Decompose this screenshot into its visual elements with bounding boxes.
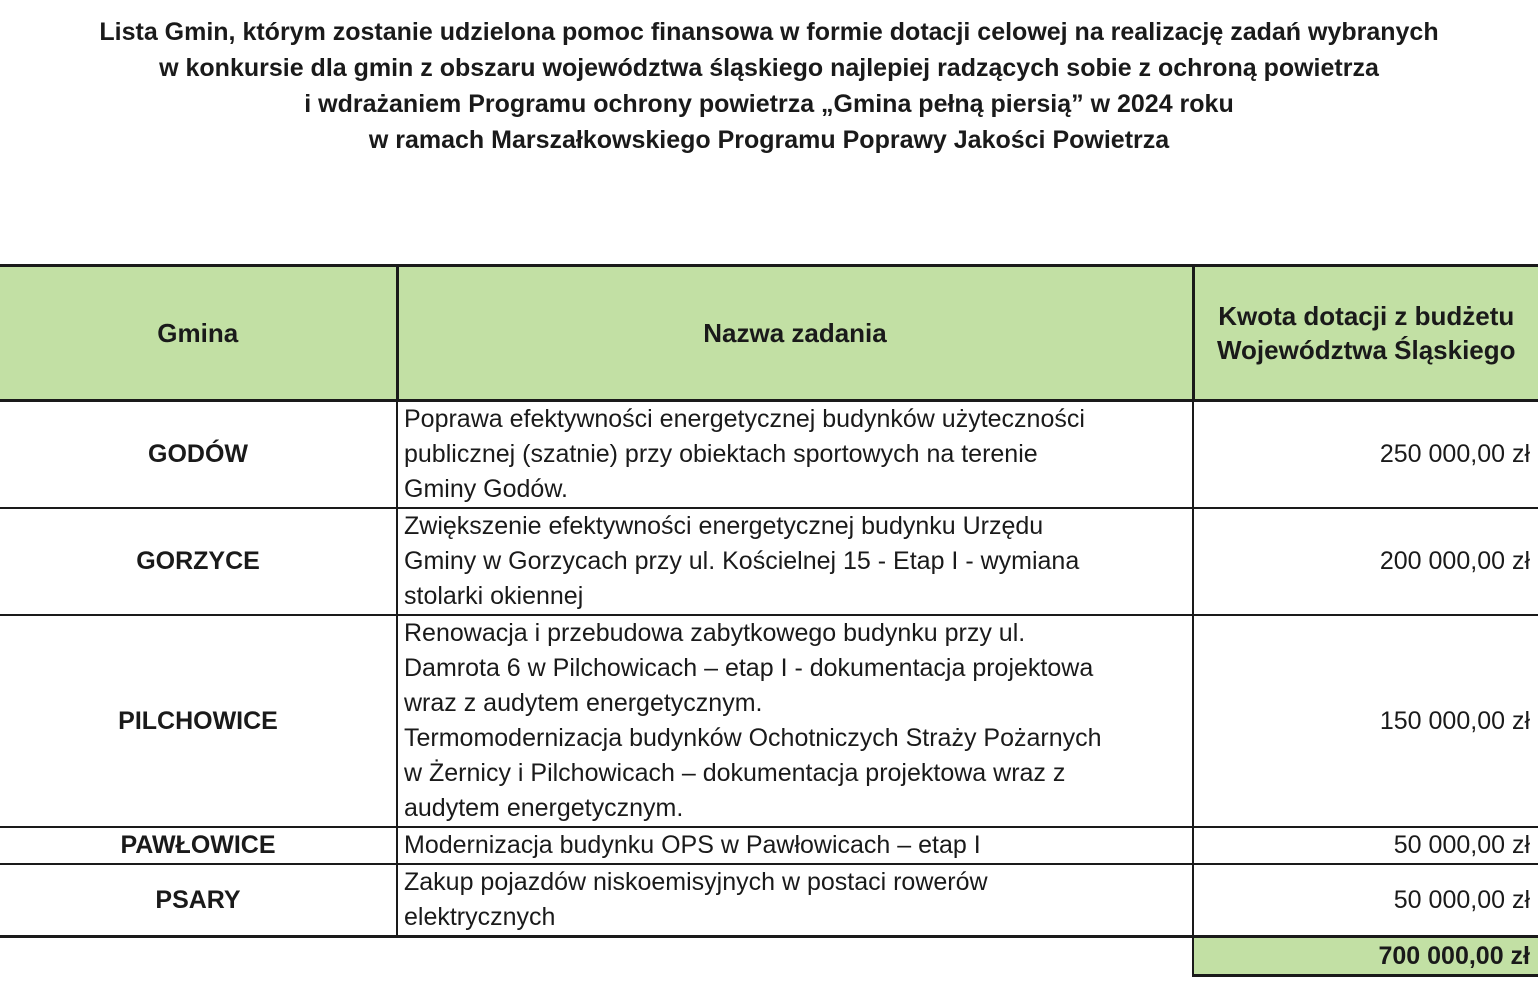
gmina-cell: PAWŁOWICE [0, 827, 397, 864]
gmina-cell: GODÓW [0, 401, 397, 509]
amount-cell: 200 000,00 zł [1193, 508, 1538, 615]
table-header-row [0, 266, 1538, 401]
header-gmina: Gmina [0, 266, 397, 401]
total-spacer [0, 937, 397, 976]
header-amount [1193, 266, 1538, 401]
header-amount-line-1: Kwota dotacji z budżetu [1218, 301, 1515, 331]
task-text: Renowacja i przebudowa zabytkowego budynku przy ul. Damrota 6 w Pilchowicach – etap I - dokumentacja projektowa wraz z audytem energetycznym. Termomodernizacja budynków Ochotniczych Straży Pożarnych w Żernicy i Pilchowicach – dokumentacja projektowa wraz z audytem energetycznym. [404, 619, 1102, 822]
task-text: Modernizacja budynku OPS w Pawłowicach – etap I [404, 831, 981, 859]
amount-cell: 250 000,00 zł [1193, 401, 1538, 509]
task-cell [397, 508, 1193, 615]
task-cell [397, 401, 1193, 509]
task-text: Zwiększenie efektywności energetycznej budynku Urzędu Gminy w Gorzycach przy ul. Kościelnej 15 - Etap I - wymiana stolarki okiennej [404, 512, 1080, 610]
title-line-4: w ramach Marszałkowskiego Programu Poprawy Jakości Powietrza [368, 126, 1170, 154]
total-row [0, 937, 1538, 976]
title-line-1: Lista Gmin, którym zostanie udzielona pomoc finansowa w formie dotacji celowej na realizację zadań wybranych [99, 18, 1439, 46]
task-cell [397, 615, 1193, 827]
table-row [0, 827, 1538, 864]
table-row [0, 401, 1538, 509]
total-amount: 700 000,00 zł [1193, 937, 1538, 976]
total-spacer [397, 937, 1193, 976]
task-cell [397, 827, 1193, 864]
amount-cell: 50 000,00 zł [1193, 827, 1538, 864]
document-title [0, 14, 1538, 158]
gmina-cell: GORZYCE [0, 508, 397, 615]
task-cell [397, 864, 1193, 937]
title-line-2: w konkursie dla gmin z obszaru województwa śląskiego najlepiej radzących sobie z ochroną powietrza [159, 54, 1379, 82]
task-text: Zakup pojazdów niskoemisyjnych w postaci rowerów elektrycznych [404, 868, 988, 931]
task-text: Poprawa efektywności energetycznej budynków użyteczności publicznej (szatnie) przy obiektach sportowych na terenie Gminy Godów. [404, 405, 1085, 503]
title-line-3: i wdrażaniem Programu ochrony powietrza „Gmina pełną piersią” w 2024 roku [304, 90, 1234, 118]
amount-cell: 50 000,00 zł [1193, 864, 1538, 937]
table-row [0, 864, 1538, 937]
header-task: Nazwa zadania [397, 266, 1193, 401]
header-amount-line-2: Województwa Śląskiego [1216, 335, 1516, 365]
gmina-cell: PSARY [0, 864, 397, 937]
table-row [0, 508, 1538, 615]
gmina-cell: PILCHOWICE [0, 615, 397, 827]
amount-cell: 150 000,00 zł [1193, 615, 1538, 827]
table-row [0, 615, 1538, 827]
grant-table [0, 264, 1538, 977]
